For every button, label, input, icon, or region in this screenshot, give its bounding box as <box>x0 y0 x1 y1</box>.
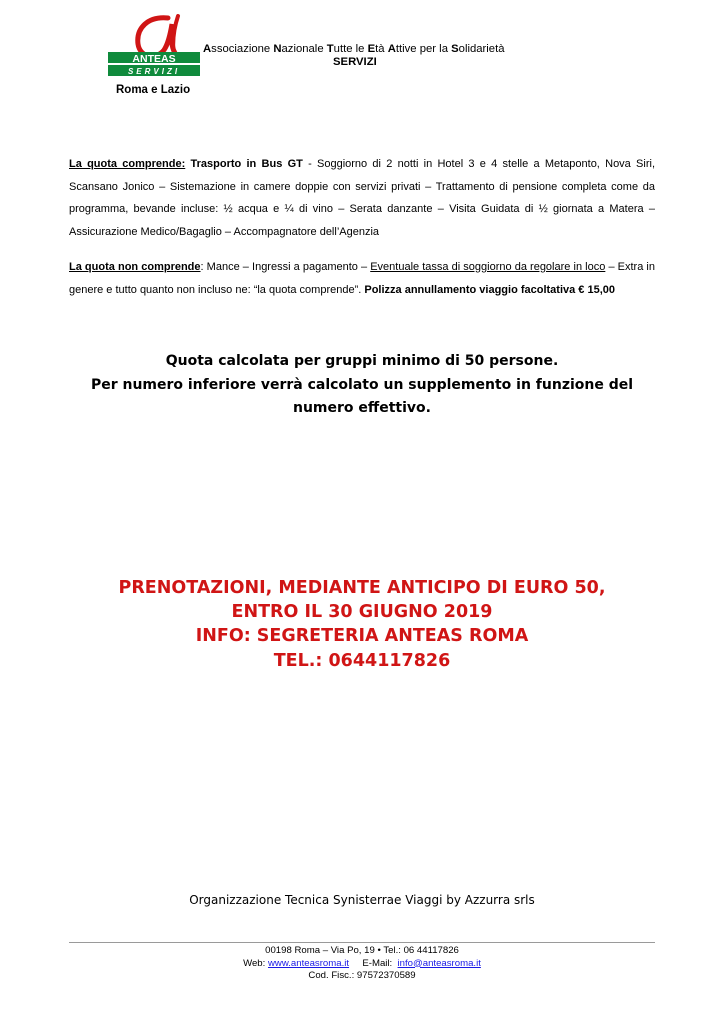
assoc-initial: N <box>273 43 282 55</box>
included-transport: Trasporto in Bus GT <box>190 158 303 170</box>
footer-address: 00198 Roma – Via Po, 19 • Tel.: 06 44117826 <box>265 945 459 956</box>
booking-line-4: TEL.: 0644117826 <box>273 650 451 671</box>
footer-contacts <box>0 958 724 971</box>
website-link[interactable]: www.anteasroma.it <box>267 957 350 969</box>
assoc-word: ttive per la <box>395 43 452 55</box>
assoc-initial: T <box>326 43 334 55</box>
assoc-initial: S <box>451 43 459 55</box>
booking-line-2: ENTRO IL 30 GIUGNO 2019 <box>231 602 493 623</box>
booking-line-1: PRENOTAZIONI, MEDIANTE ANTICIPO DI EURO 50, <box>118 578 606 598</box>
included-label: La quota comprende: <box>69 158 186 170</box>
assoc-word: tà <box>375 43 388 55</box>
included-text: - Soggiorno di 2 notti in Hotel 3 e 4 stelle a Metaponto, Nova Siri, Scansano Jonico – Sistemazione in camere doppie con servizi privati – Trattamento di pensione completa come da programma, bevande incluse: ½ acqua e ¼ di vino – Serata danzante – Visita Guidata di ½ giornata a Matera – Assicurazione Medico/Bagaglio – Accompagnatore dell’Agenzia <box>69 158 656 238</box>
footer-divider <box>69 942 655 943</box>
excluded-text-2: – Extra in genere e tutto quanto non incluso ne: “la quota comprende”. <box>69 261 655 296</box>
servizi-heading: SERVIZI <box>333 56 377 68</box>
anteas-logo <box>108 14 200 82</box>
excluded-paragraph <box>69 256 655 301</box>
organizer-note: Organizzazione Tecnica Synisterrae Viaggi by Azzurra srls <box>189 893 535 907</box>
anteas-logo-graphic <box>108 14 200 82</box>
excluded-label: La quota non comprende <box>69 261 201 273</box>
assoc-word: ssociazione <box>211 43 274 55</box>
quota-note-line-2: Per numero inferiore verrà calcolato un supplemento in funzione del numero effettivo. <box>90 376 634 416</box>
assoc-initial: E <box>367 43 376 55</box>
assoc-initial: A <box>387 43 396 55</box>
footer-email-label: E-Mail: <box>349 957 398 969</box>
included-paragraph <box>69 153 655 243</box>
footer-fiscal-code: Cod. Fisc.: 97572370589 <box>308 970 416 982</box>
email-link[interactable]: info@anteasroma.it <box>397 957 481 969</box>
logo-region-label: Roma e Lazio <box>116 84 191 96</box>
association-name <box>203 43 505 55</box>
footer-web-label: Web: <box>243 957 268 969</box>
logo-subtext: SERVIZI <box>127 67 181 76</box>
quota-note-line-1: Quota calcolata per gruppi minimo di 50 persone. <box>165 353 559 369</box>
booking-line-3: INFO: SEGRETERIA ANTEAS ROMA <box>195 626 529 647</box>
excluded-tax-note: Eventuale tassa di soggiorno da regolare in loco <box>370 261 606 273</box>
quota-note <box>60 350 664 421</box>
booking-info <box>60 576 664 673</box>
cancellation-policy: Polizza annullamento viaggio facoltativa € 15,00 <box>364 283 616 296</box>
excluded-text-1: : Mance – Ingressi a pagamento – <box>200 261 371 273</box>
assoc-initial: A <box>203 43 212 55</box>
footer <box>0 945 724 983</box>
assoc-word: olidarietà <box>458 43 505 55</box>
logo-text: ANTEAS <box>132 53 176 65</box>
assoc-word: utte le <box>333 43 368 55</box>
assoc-word: azionale <box>281 43 327 55</box>
